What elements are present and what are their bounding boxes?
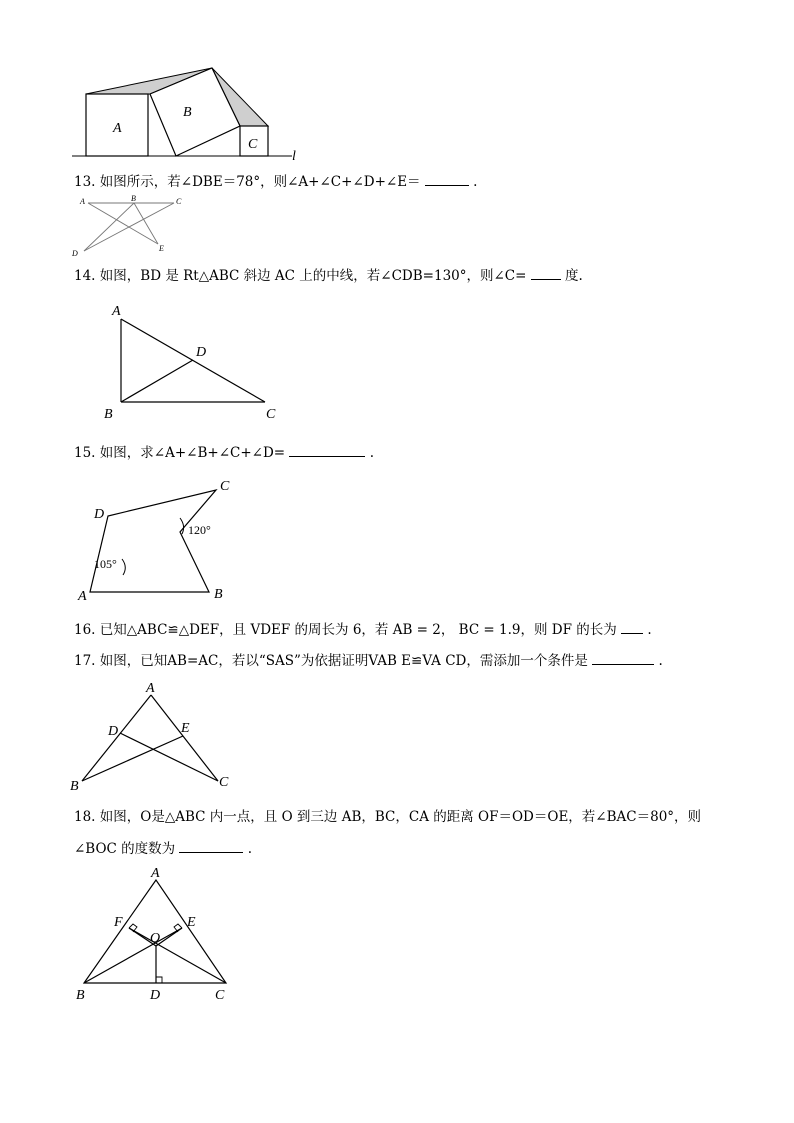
q17-label-e: E — [181, 721, 190, 736]
q17-label-b: B — [70, 779, 79, 794]
q17-label-a: A — [146, 681, 155, 696]
q14-end: 度. — [565, 268, 583, 284]
q18-text-2: ∠BOC 的度数为 — [74, 841, 176, 857]
q18-answer-blank[interactable] — [179, 839, 243, 853]
figure-squares — [70, 60, 310, 165]
q13-text: 如图所示，若∠DBE＝78°，则∠A+∠C+∠D+∠E＝ — [99, 174, 421, 190]
figure-q13-star — [70, 194, 190, 260]
q13-label-d: D — [72, 249, 78, 258]
question-13 — [74, 172, 477, 191]
q13-label-a: A — [80, 197, 85, 206]
q18-number: 18. — [74, 809, 96, 825]
q16-answer-blank[interactable] — [621, 620, 643, 634]
q15-angle-105: 105° — [94, 557, 117, 571]
q17-label-d: D — [108, 724, 119, 739]
q15-number: 15. — [74, 445, 96, 461]
figure-q14-triangle — [100, 300, 290, 425]
q16-end: . — [647, 622, 652, 638]
label-b: B — [183, 105, 192, 120]
q18-label-e: E — [187, 915, 196, 930]
q18-label-a: A — [151, 866, 160, 881]
q15-text: 如图，求∠A+∠B+∠C+∠D= — [99, 445, 286, 461]
q14-label-d: D — [196, 345, 207, 360]
label-a: A — [113, 121, 122, 136]
q16-number: 16. — [74, 622, 96, 638]
q13-label-c: C — [176, 197, 182, 206]
q16-text: 已知△ABC≌△DEF，且 VDEF 的周长为 6，若 AB = 2， BC = 1.9，则 DF 的长为 — [99, 622, 617, 638]
q13-end: . — [473, 174, 478, 190]
question-15 — [74, 443, 374, 462]
q15-end: . — [369, 445, 374, 461]
q17-number: 17. — [74, 653, 96, 669]
q18-label-c: C — [215, 988, 225, 1003]
q14-label-c: C — [266, 407, 276, 422]
q15-label-b: B — [214, 587, 223, 602]
figure-q15-quadrilateral — [76, 476, 246, 606]
question-16 — [74, 620, 652, 639]
q13-answer-blank[interactable] — [425, 172, 469, 186]
q14-label-a: A — [112, 304, 121, 319]
q14-text: 如图，BD 是 Rt△ABC 斜边 AC 上的中线，若∠CDB=130°，则∠C= — [99, 268, 527, 284]
label-c: C — [248, 137, 258, 152]
q15-label-d: D — [94, 507, 105, 522]
question-18-line-2 — [74, 839, 252, 858]
q14-answer-blank[interactable] — [531, 266, 561, 280]
q18-text-1: 如图，O是△ABC 内一点，且 O 到三边 AB，BC，CA 的距离 OF＝OD＝OE，若∠BAC＝80°，则 — [99, 809, 702, 825]
label-l: l — [292, 149, 296, 164]
q17-text: 如图，已知AB=AC，若以“SAS”为依据证明VAB E≌VA CD，需添加一个条件是 — [99, 653, 588, 669]
question-18-line-1 — [74, 808, 701, 826]
q18-label-o: O — [150, 931, 161, 946]
q14-label-b: B — [104, 407, 113, 422]
q15-answer-blank[interactable] — [289, 443, 365, 457]
q18-label-d: D — [150, 988, 161, 1003]
q17-end: . — [658, 653, 663, 669]
question-14 — [74, 266, 583, 285]
q17-label-c: C — [219, 775, 229, 790]
q18-end: . — [247, 841, 253, 857]
q18-label-f: F — [114, 915, 123, 930]
q15-label-c: C — [220, 479, 230, 494]
figure-q18-incenter — [72, 866, 242, 1006]
q14-number: 14. — [74, 268, 96, 284]
q15-angle-120: 120° — [188, 523, 211, 537]
q13-label-b: B — [131, 194, 136, 203]
q13-number: 13. — [74, 174, 96, 190]
q13-label-e: E — [159, 244, 164, 253]
q15-label-a: A — [78, 589, 87, 604]
figure-q17-triangle — [68, 680, 238, 795]
question-17 — [74, 651, 663, 670]
q18-label-b: B — [76, 988, 85, 1003]
q17-answer-blank[interactable] — [592, 651, 654, 665]
